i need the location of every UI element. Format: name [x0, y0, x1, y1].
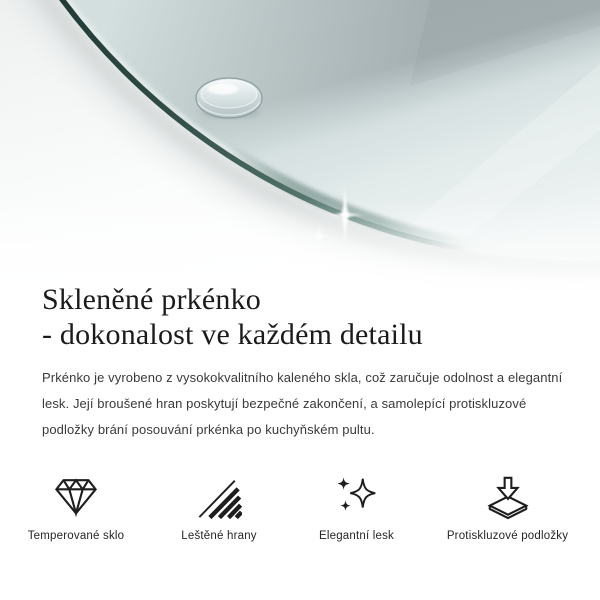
product-copy — [42, 282, 570, 443]
features-row — [0, 474, 600, 543]
feature-label: Elegantní lesk — [318, 530, 395, 542]
feature-polished-edges — [152, 474, 286, 543]
silicone-foot — [196, 78, 262, 119]
feature-anti-slip-pads — [427, 474, 588, 543]
feature-label: Temperované sklo — [27, 530, 125, 542]
feature-tempered-glass — [0, 474, 152, 543]
feature-label: Protiskluzové podložky — [446, 530, 569, 542]
page-title — [42, 282, 570, 352]
product-description: Prkénko je vyrobeno z vysokokvalitního kaleného skla, což zaručuje odolnost a elegantní lesk. Její broušené hran poskytují bezpečné zakončení, a samolepící protiskluzové podložky brání posouvání prkénka po kuchyňském pultu. — [42, 370, 563, 437]
sparkles-icon — [334, 474, 380, 520]
feature-label: Leštěné hrany — [181, 530, 257, 542]
anti-slip-pads-icon — [485, 474, 531, 520]
polished-edges-icon — [196, 474, 242, 520]
page-title-line-1: Skleněné prkénko — [42, 283, 261, 316]
feature-elegant-gloss — [286, 474, 427, 543]
page-title-line-2: - dokonalost ve každém detailu — [42, 318, 423, 351]
diamond-icon — [53, 474, 99, 520]
